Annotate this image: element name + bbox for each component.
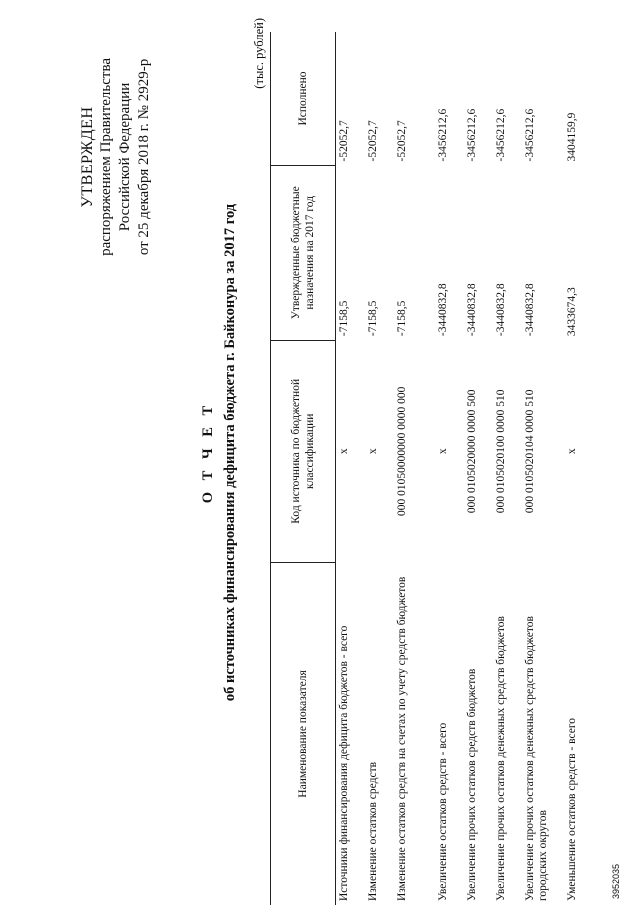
row-code: 000 0105020100 0000 510 bbox=[495, 389, 507, 514]
row-plan: -3440832,8 bbox=[466, 283, 478, 337]
header-code: Код источника по бюджетной классификации bbox=[271, 340, 336, 562]
row-plan: -7158,5 bbox=[367, 300, 379, 337]
row-code: x bbox=[338, 448, 350, 455]
approval-line-4: от 25 декабря 2018 г. № 2929-р bbox=[136, 58, 152, 256]
report-title-main: О Т Ч Е Т bbox=[200, 401, 216, 504]
report-title-subtitle: об источниках финансирования дефицита бюджета г. Байконура за 2017 год bbox=[222, 203, 238, 702]
table-row bbox=[552, 32, 581, 905]
report-title bbox=[197, 0, 241, 905]
row-name: Увеличение прочих остатков средств бюджетов bbox=[466, 668, 478, 901]
row-name: Изменение остатков средств bbox=[367, 761, 379, 901]
row-name: Увеличение остатков средств - всего bbox=[437, 722, 449, 901]
row-exec: -52052,7 bbox=[338, 120, 350, 162]
table-row bbox=[481, 32, 510, 905]
table-row bbox=[353, 32, 382, 905]
row-exec: -3456212,6 bbox=[524, 108, 536, 162]
row-code: 000 0105020000 0000 500 bbox=[466, 389, 478, 514]
row-code: x bbox=[566, 448, 578, 455]
row-code: 000 0105020104 0000 510 bbox=[524, 389, 536, 514]
table-row bbox=[336, 32, 354, 905]
row-name: Уменьшение остатков средств - всего bbox=[566, 717, 578, 901]
units-label: (тыс. рублей) bbox=[252, 18, 266, 89]
row-name: Увеличение прочих остатков денежных средств бюджетов bbox=[495, 616, 507, 901]
row-exec: 3404159,9 bbox=[566, 112, 578, 162]
header-plan: Утвержденные бюджетные назначения на 2017 год bbox=[271, 165, 336, 340]
approval-line-2: распоряжением Правительства bbox=[98, 58, 114, 256]
row-name: Источники финансирования дефицита бюджетов - всего bbox=[338, 625, 350, 901]
row-exec: -52052,7 bbox=[396, 120, 408, 162]
row-exec: -52052,7 bbox=[367, 120, 379, 162]
row-code: x bbox=[367, 448, 379, 455]
document-number: 3952035 bbox=[611, 863, 621, 899]
approval-stamp bbox=[78, 58, 154, 256]
row-code: 000 01050000000 0000 000 bbox=[396, 386, 408, 516]
report-table bbox=[270, 32, 581, 905]
row-plan: -3440832,8 bbox=[524, 283, 536, 337]
table-row bbox=[382, 32, 411, 905]
table-row bbox=[452, 32, 481, 905]
row-plan: -7158,5 bbox=[396, 300, 408, 337]
row-plan: -3440832,8 bbox=[437, 283, 449, 337]
header-exec: Исполнено bbox=[271, 32, 336, 165]
row-exec: -3456212,6 bbox=[495, 108, 507, 162]
row-plan: 3433674,3 bbox=[566, 287, 578, 337]
table-row bbox=[411, 32, 452, 905]
approval-title: УТВЕРЖДЕН bbox=[79, 106, 96, 208]
row-plan: -7158,5 bbox=[338, 300, 350, 337]
table-row bbox=[510, 32, 552, 905]
row-name: Увеличение прочих остатков денежных средств бюджетов городских округов bbox=[524, 616, 549, 901]
row-plan: -3440832,8 bbox=[495, 283, 507, 337]
row-name: Изменение остатков средств на счетах по учету средств бюджетов bbox=[396, 576, 408, 901]
row-exec: -3456212,6 bbox=[466, 108, 478, 162]
row-exec: -3456212,6 bbox=[437, 108, 449, 162]
approval-line-3: Российской Федерации bbox=[117, 82, 133, 232]
row-code: x bbox=[437, 448, 449, 455]
header-name: Наименование показателя bbox=[271, 562, 336, 905]
table-header-row bbox=[271, 32, 336, 905]
